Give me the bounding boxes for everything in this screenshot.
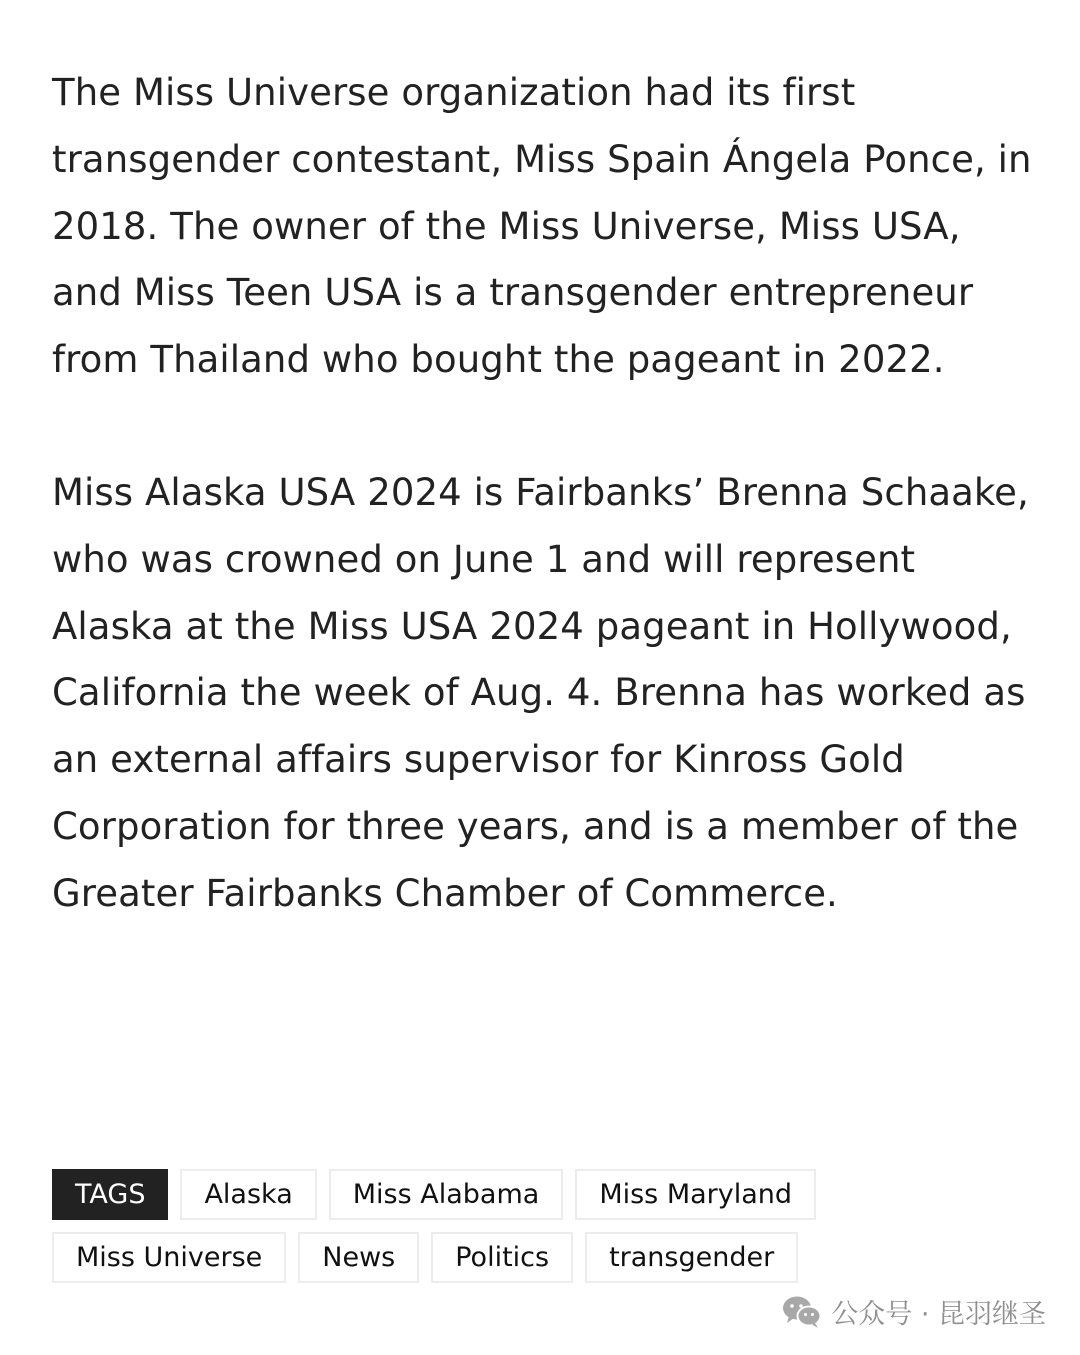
article-body — [52, 60, 1042, 928]
article-paragraph-2: Miss Alaska USA 2024 is Fairbanks’ Brenna Schaake, who was crowned on June 1 and will represent Alaska at the Miss USA 2024 pageant in Hollywood, California the week of Aug. 4. Brenna has worked as an external affairs supervisor for Kinross Gold Corporation for three years, and is a member of the Greater Fairbanks Chamber of Commerce. — [52, 470, 1029, 915]
wechat-icon — [781, 1294, 823, 1330]
tag-miss-alabama[interactable]: Miss Alabama — [329, 1169, 564, 1220]
watermark — [781, 1292, 1046, 1331]
tags-label: TAGS — [52, 1169, 168, 1220]
tags-section — [52, 1169, 1052, 1283]
tag-politics[interactable]: Politics — [431, 1232, 573, 1283]
watermark-text: 公众号 · 昆羽继圣 — [831, 1299, 1046, 1330]
tag-news[interactable]: News — [298, 1232, 419, 1283]
tag-miss-universe[interactable]: Miss Universe — [52, 1232, 286, 1283]
tag-transgender[interactable]: transgender — [585, 1232, 798, 1283]
tag-miss-maryland[interactable]: Miss Maryland — [575, 1169, 816, 1220]
tag-alaska[interactable]: Alaska — [180, 1169, 316, 1220]
article-paragraph-1: The Miss Universe organization had its first transgender contestant, Miss Spain Ángela Ponce, in 2018. The owner of the Miss Universe, Miss USA, and Miss Teen USA is a transgender entrepreneur from Thailand who bought the pageant in 2022. — [52, 71, 1032, 382]
